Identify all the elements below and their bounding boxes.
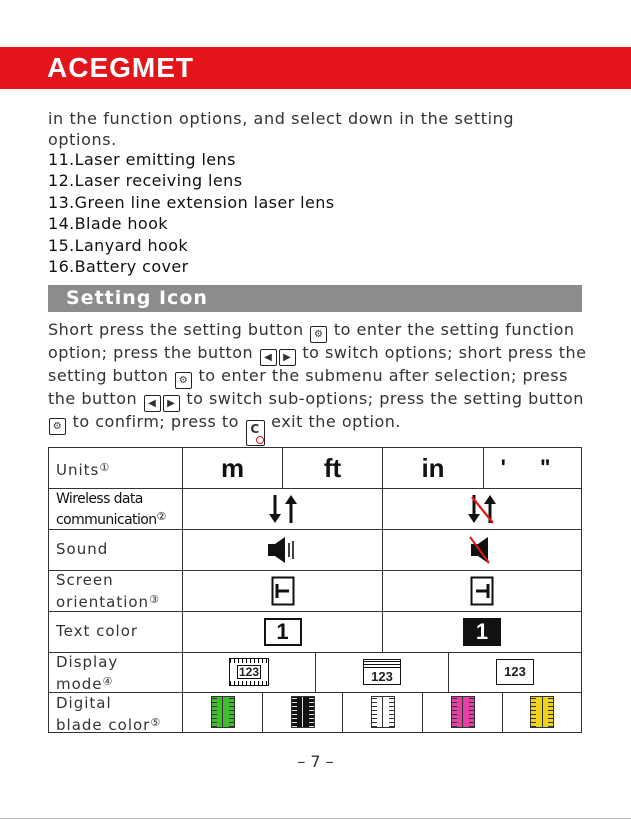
display-mode-ruler-icon: 123 xyxy=(183,652,315,692)
parts-list xyxy=(48,149,335,277)
sound-on-icon xyxy=(183,529,382,570)
wireless-off-icon xyxy=(383,488,581,529)
blade-swatch xyxy=(503,692,581,732)
right-arrow-key-icon: ▶ xyxy=(163,395,180,412)
list-item: 12.Laser receiving lens xyxy=(48,171,243,191)
text-color-white-icon: 1 xyxy=(383,611,581,652)
table-row xyxy=(49,529,581,571)
section-title: Setting Icon xyxy=(66,287,208,309)
right-arrow-key-icon: ▶ xyxy=(279,349,296,366)
blade-swatch xyxy=(183,692,262,732)
para-text: to confirm; press to xyxy=(72,412,239,431)
orientation-right-icon xyxy=(383,570,581,611)
table-row xyxy=(49,692,581,732)
para-text: to switch options; short press the setting button xyxy=(48,343,587,385)
unit-inch: in xyxy=(421,452,445,483)
blade-swatch xyxy=(263,692,342,732)
para-text: Short press the setting button xyxy=(48,320,304,339)
row-label-screen: Screen orientation③ xyxy=(56,571,159,611)
unit-feet-inch: ' " xyxy=(500,455,565,480)
clear-key-icon xyxy=(246,420,265,446)
unit-meter: m xyxy=(220,452,245,483)
clear-key-label: C xyxy=(250,422,260,436)
row-label-blade-color: Digital blade color⑤ xyxy=(56,694,161,734)
table-row xyxy=(49,611,581,653)
list-item: 14.Blade hook xyxy=(48,214,168,234)
page-number: – 7 – xyxy=(297,752,334,771)
list-item: 15.Lanyard hook xyxy=(48,235,189,255)
para-text: exit the option. xyxy=(271,412,401,431)
brand-bar xyxy=(0,47,631,89)
para-text: to enter the submenu after selection; press the button xyxy=(48,366,568,408)
table-row xyxy=(49,570,581,612)
table-row xyxy=(49,652,581,693)
settings-table xyxy=(48,447,582,733)
intro-text: in the function options, and select down in the setting options. xyxy=(48,109,515,149)
display-mode-plain-icon: 123 xyxy=(449,652,581,692)
blade-swatch xyxy=(343,692,422,732)
table-row xyxy=(49,448,581,489)
blade-swatch xyxy=(423,692,502,732)
section-header xyxy=(48,285,582,312)
sound-off-icon xyxy=(383,529,581,570)
instruction-paragraph xyxy=(48,320,593,446)
text-color-black-icon: 1 xyxy=(183,611,382,652)
row-label-wireless: Wireless data communication② xyxy=(56,491,167,528)
display-mode-lines-icon: 123 xyxy=(316,652,448,692)
left-arrow-key-icon: ◀ xyxy=(144,395,161,412)
table-row xyxy=(49,488,581,530)
wireless-on-icon xyxy=(183,488,382,529)
para-text: to enter the setting function option; press the button xyxy=(48,320,575,362)
row-label-display: Display mode④ xyxy=(56,653,119,693)
row-label-sound: Sound xyxy=(56,540,109,558)
brand-logo: ACEGMET xyxy=(47,52,194,83)
settings-key-icon: ⚙ xyxy=(310,326,327,343)
list-item: 13.Green line extension laser lens xyxy=(48,192,335,212)
row-label-units: Units① xyxy=(56,461,110,479)
list-item: 11.Laser emitting lens xyxy=(48,150,236,169)
para-text: to switch sub-options; press the setting button xyxy=(186,389,584,408)
list-item: 16.Battery cover xyxy=(48,257,189,277)
left-arrow-key-icon: ◀ xyxy=(260,349,277,366)
row-label-text-color: Text color xyxy=(56,622,139,640)
orientation-left-icon xyxy=(183,570,382,611)
page-divider xyxy=(0,818,631,819)
settings-key-icon: ⚙ xyxy=(49,418,66,435)
unit-feet: ft xyxy=(323,452,342,483)
settings-key-icon: ⚙ xyxy=(175,372,192,389)
